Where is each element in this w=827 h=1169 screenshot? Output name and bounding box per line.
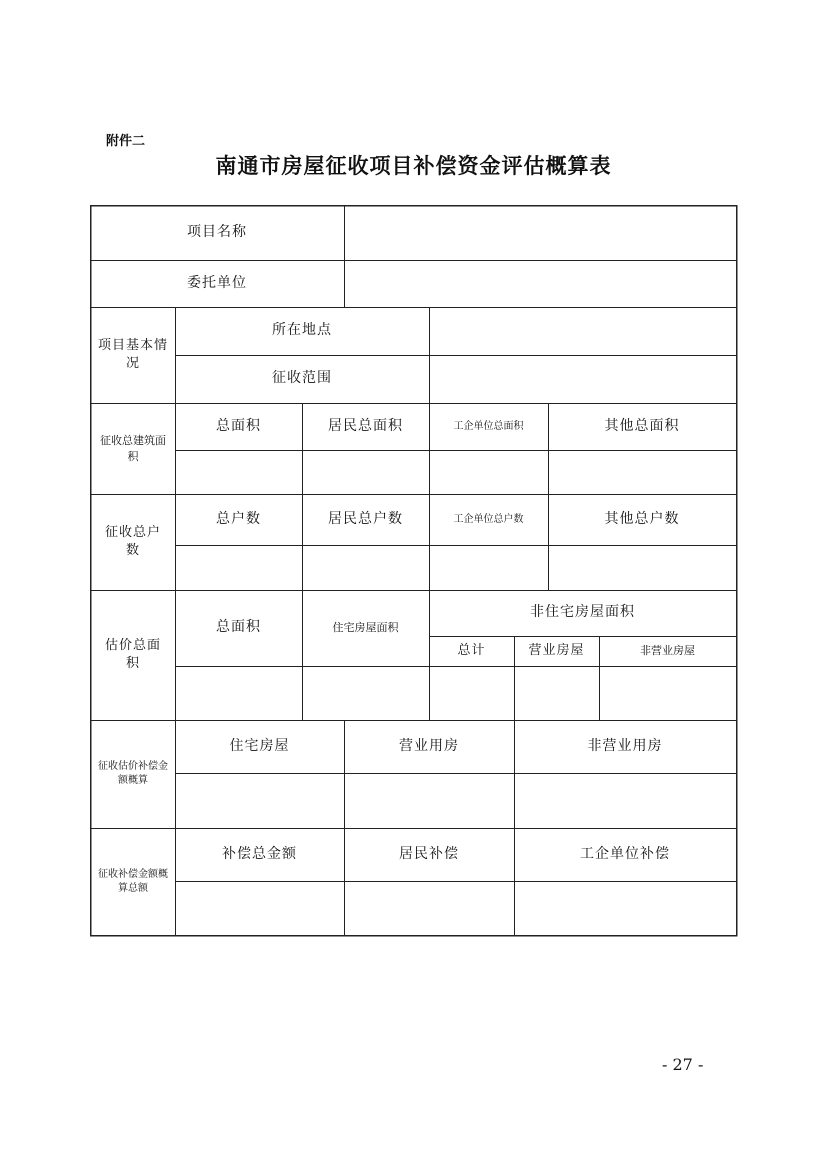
page-title: 南通市房屋征收项目补偿资金评估概算表 [215,154,612,178]
area-header-residents: 居民总面积 [328,417,403,434]
appraisal-header-non-residential: 非住宅房屋面积 [530,604,635,621]
household-header-residents: 居民总户数 [328,510,403,527]
appraisal-header-total: 总面积 [216,619,261,636]
compensation-header-commercial: 营业用房 [399,737,459,754]
compensation-estimate-label: 征收估价补偿金额概算 [98,761,168,786]
compensation-header-residential: 住宅房屋 [229,737,290,754]
household-header-other: 其他总户数 [604,510,680,527]
location-label: 所在地点 [272,322,332,339]
client-label: 委托单位 [187,274,247,291]
appraisal-header-non-commercial: 非营业房屋 [640,644,695,658]
total-header-sum: 补偿总金额 [222,845,297,862]
appraisal-header-commercial: 营业房屋 [528,642,585,658]
appraisal-header-subtotal: 总计 [457,642,486,658]
total-households-label: 征收总户数 [104,524,161,558]
total-header-residents: 居民补偿 [399,845,459,862]
household-header-enterprises: 工企单位总户数 [453,513,524,525]
appraisal-header-residential: 住宅房屋面积 [332,621,399,635]
total-header-enterprises: 工企单位补偿 [580,845,670,862]
compensation-header-non-commercial: 非营业用房 [587,737,663,754]
area-header-enterprises: 工企单位总面积 [453,420,524,432]
compensation-total-label: 征收补偿金额概算总额 [98,868,168,894]
page-number: - 27 - [662,1055,704,1074]
appraisal-area-label: 估价总面积 [104,637,161,671]
household-header-total: 总户数 [216,510,261,527]
scope-label: 征收范围 [272,370,332,387]
basic-info-label: 项目基本情况 [97,337,168,371]
project-name-label: 项目名称 [187,223,247,240]
area-header-other: 其他总面积 [604,417,680,434]
total-building-area-label: 征收总建筑面积 [100,434,166,463]
annex-label: 附件二 [106,134,146,149]
area-header-total: 总面积 [216,417,261,434]
